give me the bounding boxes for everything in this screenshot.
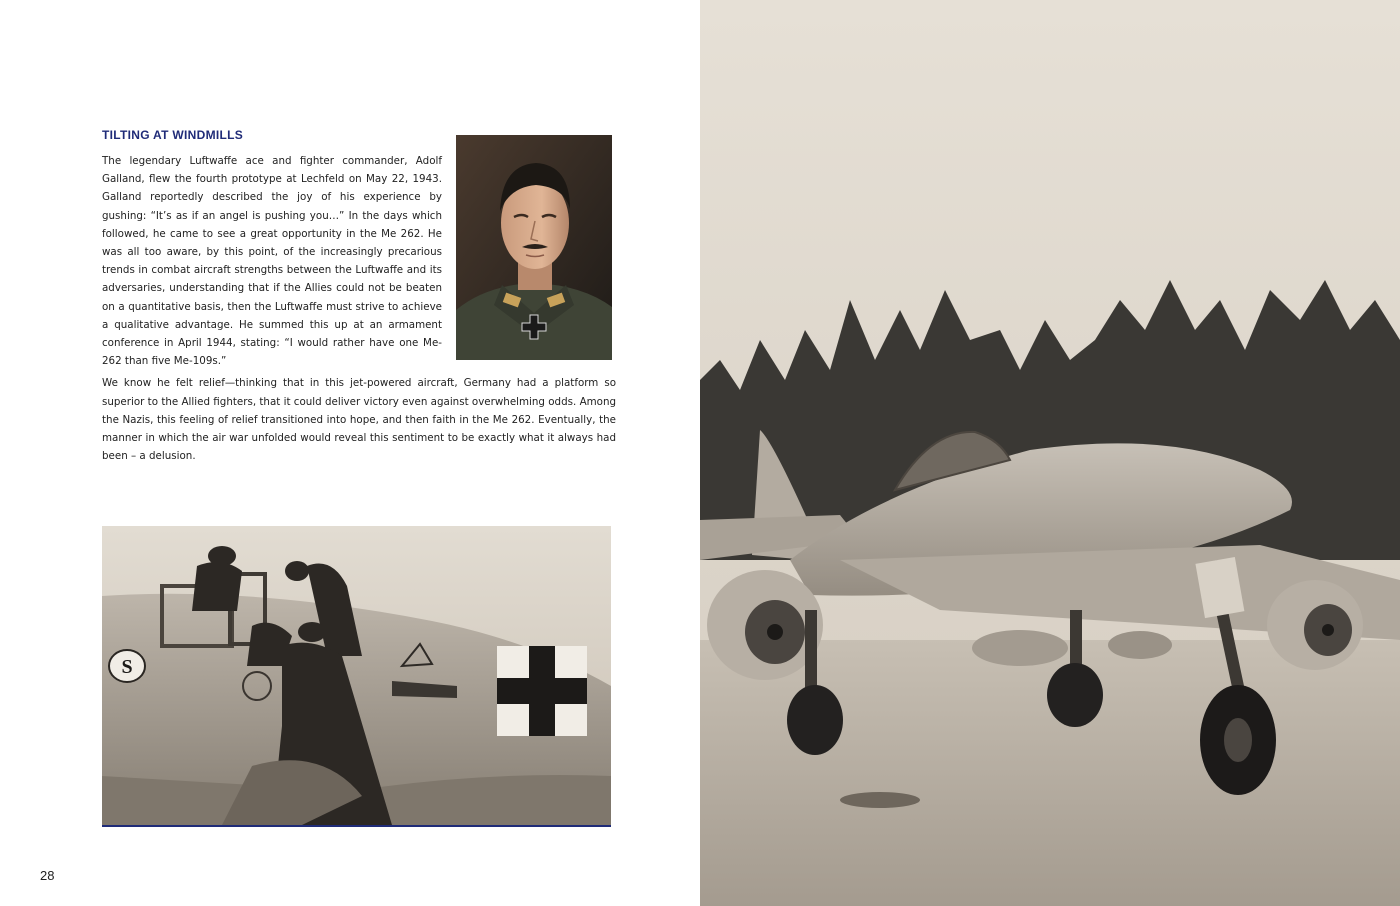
fuselage-code-letter: S <box>121 656 133 678</box>
section-heading: TILTING AT WINDMILLS <box>102 128 244 142</box>
paragraph-1: The legendary Luftwaffe ace and fighter commander, Adolf Galland, flew the fourth prototype at Lechfeld on May 22, 1943. Galland reportedly described the joy of his experience by gushing: “It’s as if an angel is pushing you…” In the days which followed, he came to see a great opportunity in the Me 262. He was all too aware, by this point, of the increasingly precarious trends in combat aircraft strengths between the Luftwaffe and its adversaries, understanding that if the Allies could not be beaten on a quantitative basis, then the Luftwaffe must strive to achieve a qualitative advantage. He summed this up at an armament conference in April 1944, stating: “I would rather have one Me-262 than five Me-109s.” <box>102 155 442 368</box>
page-number: 28 <box>40 868 55 883</box>
bf109-photo <box>102 526 611 827</box>
article-body <box>102 152 616 469</box>
paragraph-2: We know he felt relief—thinking that in this jet-powered aircraft, Germany had a platform so superior to the Allied fighters, that it could deliver victory even against overwhelming odds. Among the Nazis, this feeling of relief transitioned into hope, and then faith in the Me 262. Eventually, the manner in which the air war unfolded would reveal this sentiment to be exactly what it always had been – a delusion. <box>102 377 616 463</box>
me262-photo <box>700 0 1400 906</box>
